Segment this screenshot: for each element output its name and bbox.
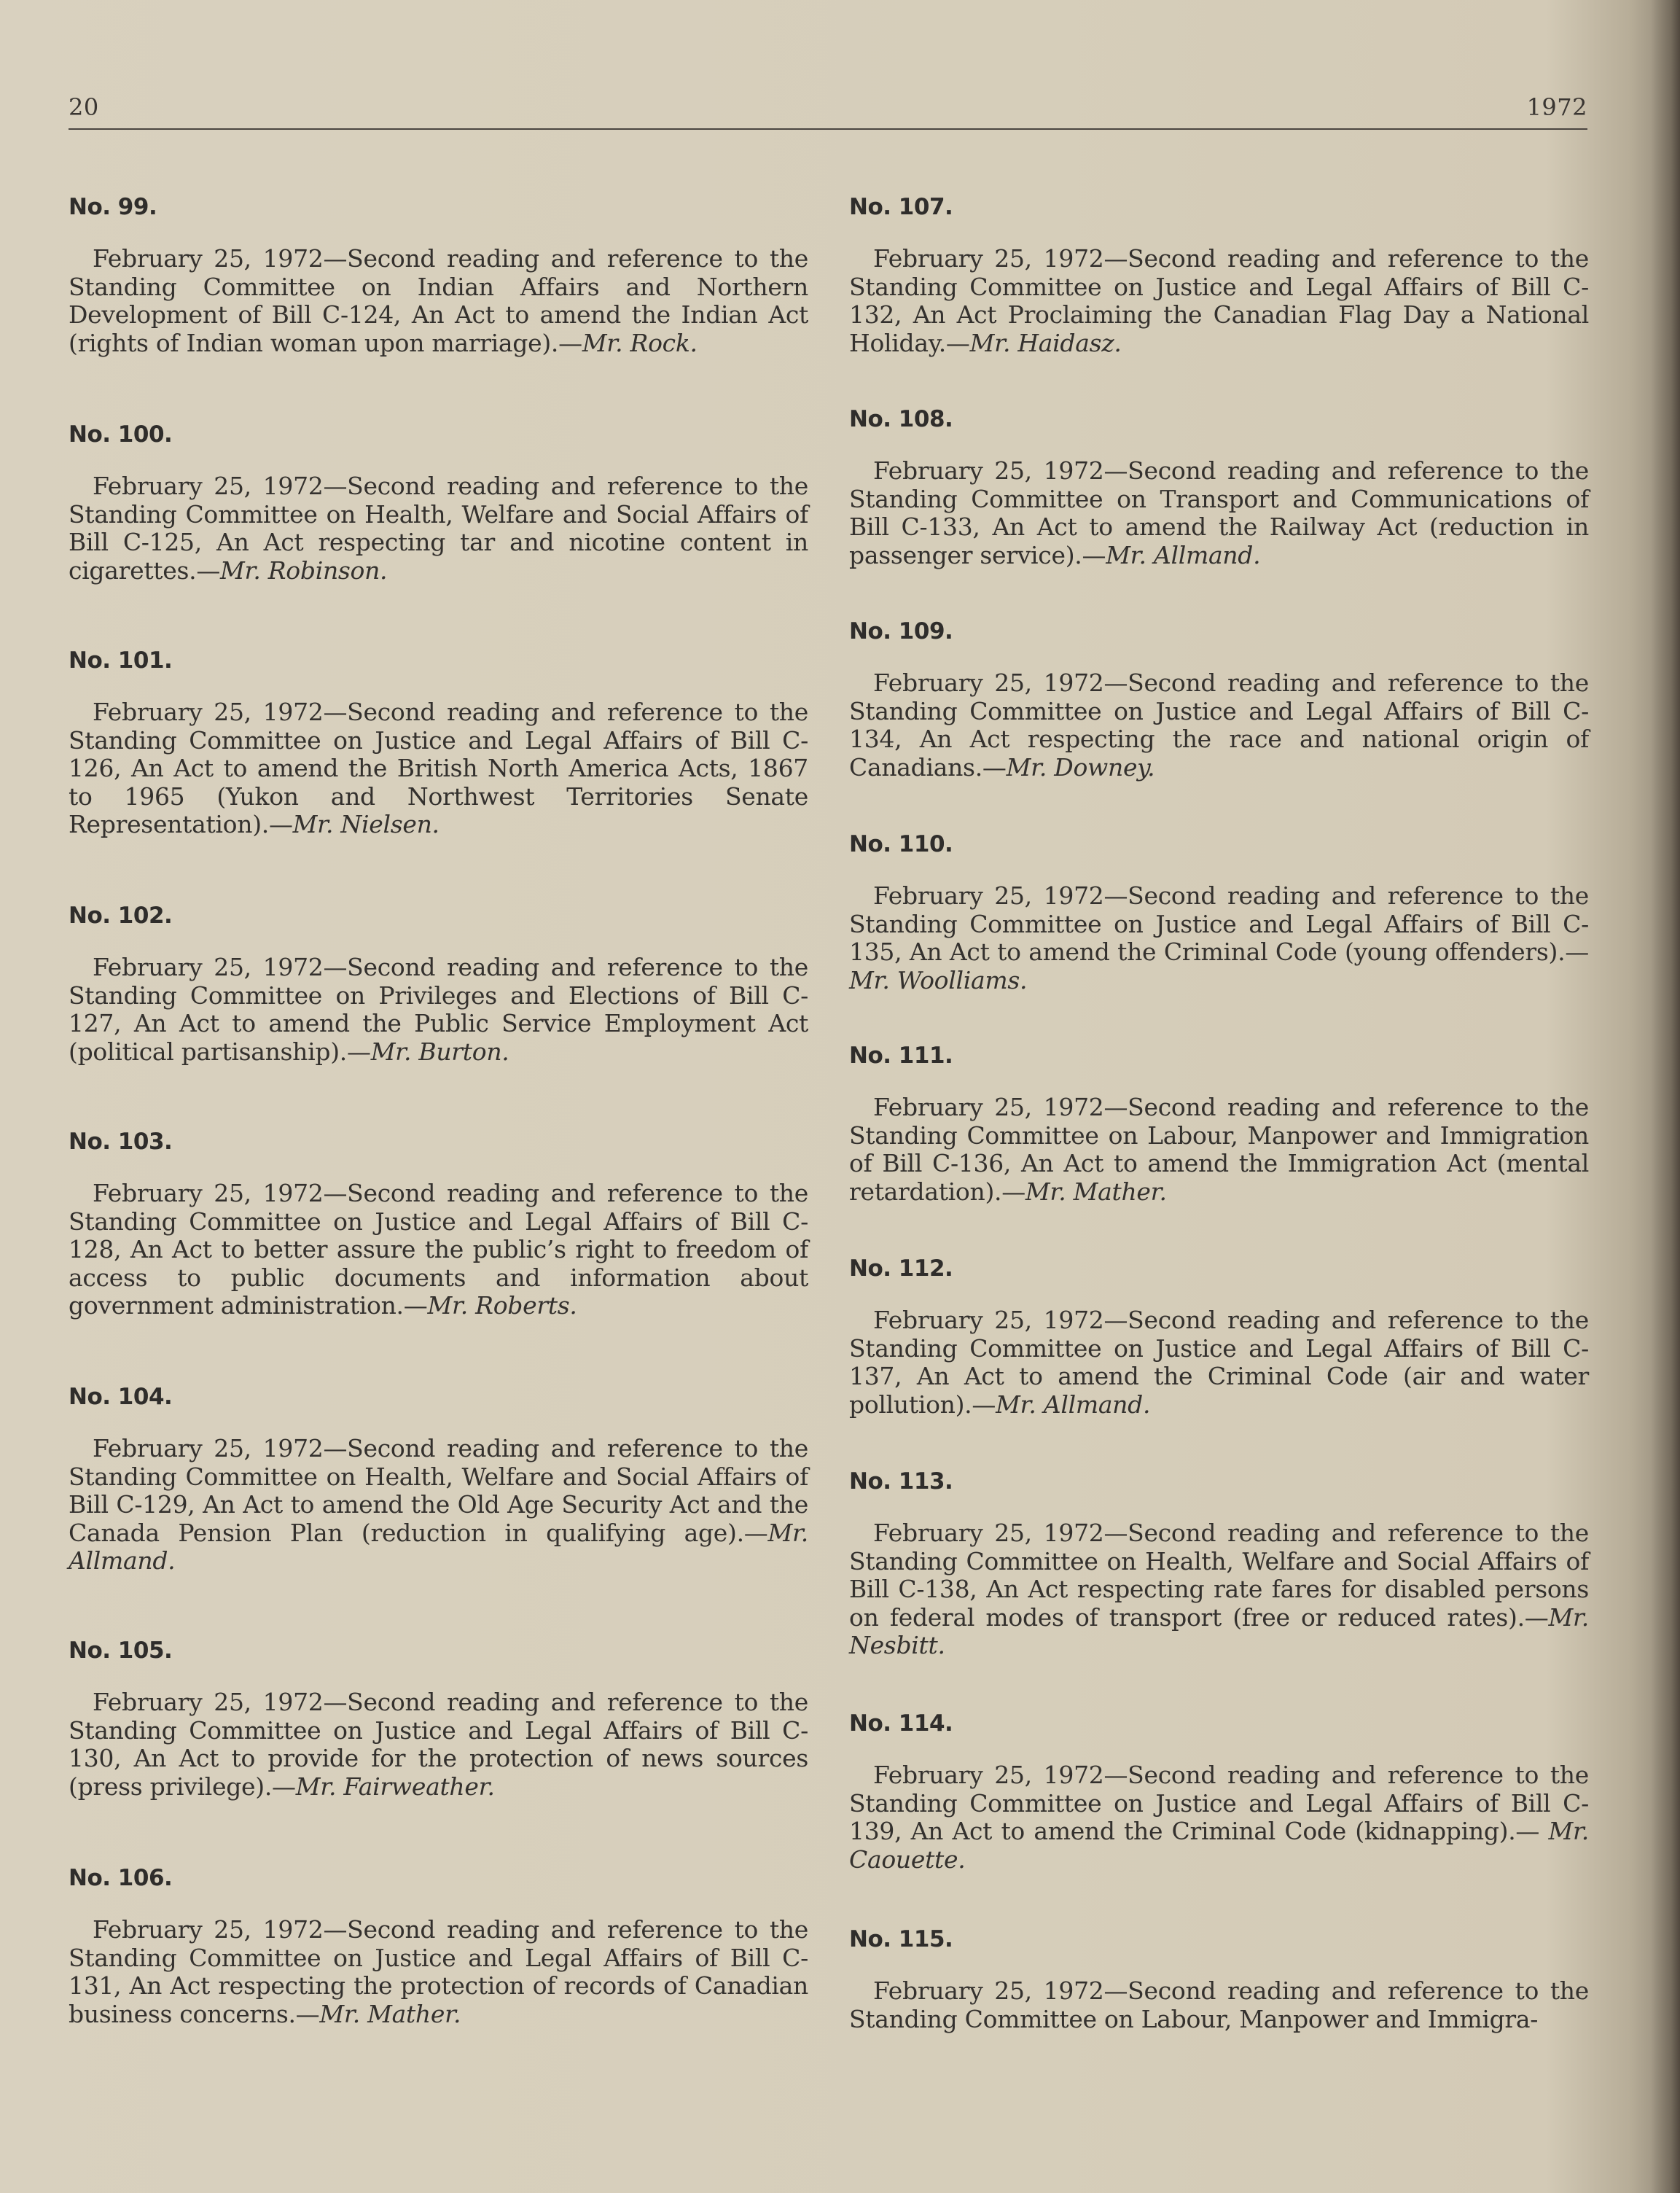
order-entry (849, 618, 1589, 782)
entry-text (69, 245, 808, 357)
entry-number: No. 110. (849, 831, 953, 857)
entry-member: Mr. Downey. (1006, 752, 1155, 782)
entry-number: No. 109. (849, 618, 953, 644)
entry-member: Mr. Haidasz. (969, 328, 1122, 357)
entry-text (69, 954, 808, 1066)
order-entry (69, 1384, 808, 1575)
entry-body: February 25, 1972—Second reading and reference to the Standing Committee on Labour, Manpower and Immigra- (849, 1976, 1589, 2033)
entry-member: Mr. Mather. (319, 1999, 461, 2028)
entry-body: February 25, 1972—Second reading and reference to the Standing Committee on Privileges and Elections of Bill C-127, An Act to amend the Public Service Employment Act (political partisanship).— (69, 953, 808, 1066)
entry-body: February 25, 1972—Second reading and reference to the Standing Committee on Justice and Legal Affairs of Bill C-132, An Act Proclaiming the Canadian Flag Day a National Holiday.— (849, 244, 1589, 357)
entry-text (69, 472, 808, 585)
entry-number: No. 106. (69, 1865, 173, 1891)
entry-body: February 25, 1972—Second reading and reference to the Standing Committee on Health, Welfare and Social Affairs of Bill C-129, An Act to amend the Old Age Security Act and the Canada Pension Plan (reduction in qualifying age).— (69, 1434, 808, 1547)
order-entry (69, 1129, 808, 1320)
order-entry (69, 647, 808, 839)
entry-body: February 25, 1972—Second reading and reference to the Standing Committee on Justice and Legal Affairs of Bill C-134, An Act respecting the race and national origin of Canadians.— (849, 669, 1589, 782)
entry-number: No. 112. (849, 1255, 953, 1282)
entry-text (849, 1094, 1589, 1206)
order-entry (69, 194, 808, 357)
entry-member: Mr. Allmand. (1106, 540, 1261, 569)
entry-number: No. 102. (69, 903, 173, 929)
entry-member: Mr. Allmand. (996, 1390, 1151, 1419)
entry-text (849, 1977, 1589, 2033)
page-number: 20 (69, 93, 99, 121)
order-entry (69, 1865, 808, 2028)
entry-text (69, 1180, 808, 1320)
entry-text (849, 1306, 1589, 1419)
entry-member: Mr. Robinson. (220, 556, 388, 585)
entry-body: February 25, 1972—Second reading and reference to the Standing Committee on Health, Welfare and Social Affairs of Bill C-125, An Act respecting tar and nicotine content in cigarettes.— (69, 472, 808, 585)
entry-body: February 25, 1972—Second reading and reference to the Standing Committee on Justice and Legal Affairs of Bill C-126, An Act to amend the British North America Acts, 1867 to 1965 (Yukon and Northwest Territories Senate Representation).— (69, 698, 808, 838)
entry-member: Mr. Caouette. (849, 1817, 1589, 1874)
order-entry (849, 194, 1589, 357)
entry-number: No. 107. (849, 194, 953, 220)
entry-text (69, 698, 808, 839)
entry-text (849, 245, 1589, 357)
entry-text (849, 669, 1589, 782)
entry-body: February 25, 1972—Second reading and reference to the Standing Committee on Justice and Legal Affairs of Bill C-130, An Act to provide for the protection of news sources (press privilege).— (69, 1688, 808, 1801)
entry-member: Mr. Allmand. (69, 1518, 808, 1575)
entry-number: No. 101. (69, 647, 173, 674)
entry-body: February 25, 1972—Second reading and reference to the Standing Committee on Justice and Legal Affairs of Bill C-137, An Act to amend the Criminal Code (air and water pollution).— (849, 1306, 1589, 1419)
page-header (69, 92, 1587, 130)
entry-text (69, 1435, 808, 1575)
order-entry (849, 406, 1589, 569)
entry-number: No. 103. (69, 1129, 173, 1155)
entry-body: February 25, 1972—Second reading and reference to the Standing Committee on Justice and Legal Affairs of Bill C-139, An Act to amend the Criminal Code (kidnapping).— (849, 1761, 1589, 1845)
binding-edge-shadow (1651, 0, 1680, 2193)
order-entry (849, 1710, 1589, 1874)
entry-number: No. 108. (849, 406, 953, 432)
entry-body: February 25, 1972—Second reading and reference to the Standing Committee on Transport and Communications of Bill C-133, An Act to amend the Railway Act (reduction in passenger service).— (849, 456, 1589, 569)
order-entry (69, 1637, 808, 1801)
entry-number: No. 105. (69, 1637, 173, 1664)
entry-number: No. 113. (849, 1468, 953, 1495)
header-year: 1972 (1526, 93, 1587, 121)
entry-member: Mr. Burton. (370, 1037, 509, 1066)
entry-body: February 25, 1972—Second reading and reference to the Standing Committee on Health, Welfare and Social Affairs of Bill C-138, An Act respecting rate fares for disabled persons on federal modes of transport (free or reduced rates).— (849, 1519, 1589, 1632)
entry-number: No. 104. (69, 1384, 173, 1410)
entry-number: No. 99. (69, 194, 157, 220)
order-entry (849, 1043, 1589, 1206)
entry-body: February 25, 1972—Second reading and reference to the Standing Committee on Labour, Manpower and Immigration of Bill C-136, An Act to amend the Immigration Act (mental retardation).— (849, 1093, 1589, 1206)
entry-text (849, 1761, 1589, 1874)
entry-member: Mr. Fairweather. (295, 1772, 495, 1801)
entry-body: February 25, 1972—Second reading and reference to the Standing Committee on Justice and Legal Affairs of Bill C-128, An Act to better assure the public’s right to freedom of access to public documents and information about government administration.— (69, 1179, 808, 1320)
entry-member: Mr. Nielsen. (292, 810, 439, 838)
entry-member: Mr. Roberts. (427, 1291, 577, 1320)
entry-number: No. 115. (849, 1926, 953, 1952)
order-entry (849, 831, 1589, 994)
entry-body: February 25, 1972—Second reading and reference to the Standing Committee on Indian Affairs and Northern Development of Bill C-124, An Act to amend the Indian Act (rights of Indian woman upon marriage).— (69, 244, 808, 357)
entry-text (69, 1688, 808, 1801)
entry-member: Mr. Woolliams. (849, 965, 1028, 994)
entry-number: No. 114. (849, 1710, 953, 1737)
entry-number: No. 100. (69, 421, 173, 448)
entry-body: February 25, 1972—Second reading and reference to the Standing Committee on Justice and Legal Affairs of Bill C-131, An Act respecting the protection of records of Canadian business concerns.— (69, 1915, 808, 2028)
entry-text (849, 1519, 1589, 1660)
order-entry (849, 1255, 1589, 1419)
entry-member: Mr. Nesbitt. (849, 1602, 1589, 1659)
entry-text (69, 1916, 808, 2028)
entry-number: No. 111. (849, 1043, 953, 1069)
entry-body: February 25, 1972—Second reading and reference to the Standing Committee on Justice and Legal Affairs of Bill C-135, An Act to amend the Criminal Code (young offenders).— (849, 881, 1589, 966)
order-entry (69, 903, 808, 1066)
order-entry (849, 1468, 1589, 1660)
entry-text (849, 882, 1589, 994)
entry-member: Mr. Rock. (582, 328, 698, 357)
entry-member: Mr. Mather. (1025, 1177, 1167, 1206)
entry-text (849, 457, 1589, 569)
order-entry (69, 421, 808, 585)
order-entry (849, 1926, 1589, 2033)
